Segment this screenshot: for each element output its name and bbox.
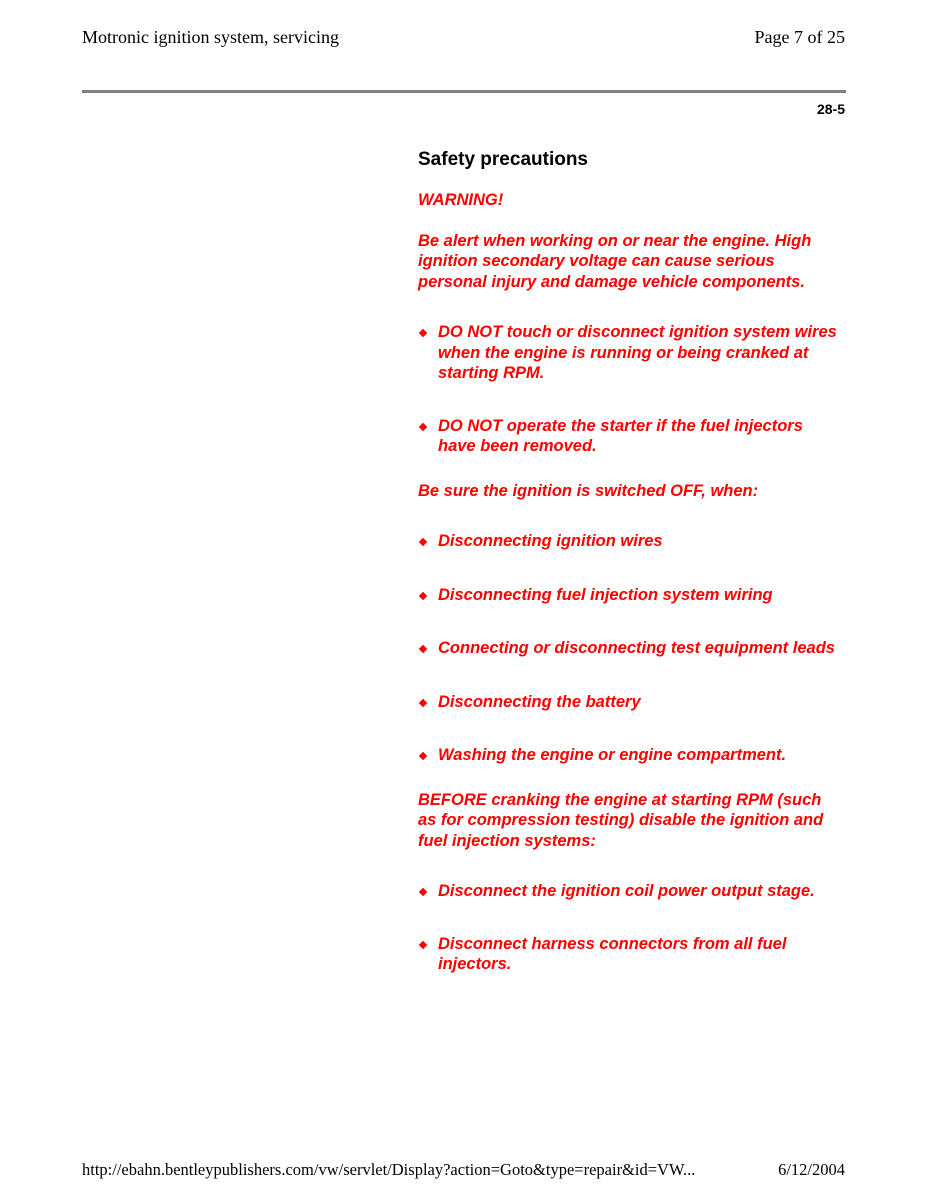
before-cranking-intro: BEFORE cranking the engine at starting RPM (such as for compression testing) disable the ignition and fuel injection systems: (418, 790, 824, 850)
source-url: http://ebahn.bentleypublishers.com/vw/servlet/Display?action=Goto&type=repair&id=VW... (82, 1160, 696, 1179)
warning-bullet (418, 416, 843, 457)
before-cranking-item (418, 881, 843, 902)
diamond-bullet-icon (419, 645, 427, 653)
ignition-off-item-text: Disconnecting fuel injection system wiring (438, 585, 773, 604)
diamond-bullet-icon (419, 591, 427, 599)
ignition-off-item-text: Washing the engine or engine compartment. (438, 746, 787, 764)
diamond-bullet-icon (419, 538, 427, 546)
ignition-off-item (418, 745, 843, 766)
warning-paragraph: Be alert when working on or near the engine. High ignition secondary voltage can cause serious personal injury and damage vehicle components. (418, 231, 812, 291)
ignition-off-item-text: Connecting or disconnecting test equipment leads (438, 639, 835, 657)
before-cranking-item (418, 934, 843, 975)
diamond-bullet-icon (419, 698, 427, 706)
diamond-bullet-icon (419, 329, 427, 337)
section-page-number: 28-5 (816, 101, 845, 117)
document-title: Motronic ignition system, servicing (82, 27, 339, 47)
page-counter: Page 7 of 25 (754, 27, 845, 47)
before-cranking-item-text: Disconnect harness connectors from all fuel injectors. (438, 934, 787, 973)
diamond-bullet-icon (419, 940, 427, 948)
header-divider (82, 90, 846, 93)
section-heading: Safety precautions (418, 149, 588, 170)
ignition-off-item (418, 692, 843, 713)
ignition-off-item (418, 531, 843, 552)
warning-bullet-text: DO NOT operate the starter if the fuel injectors have been removed. (438, 416, 803, 455)
warning-label: WARNING! (418, 191, 504, 209)
ignition-off-item-text: Disconnecting the battery (438, 692, 641, 711)
ignition-off-item (418, 638, 843, 659)
diamond-bullet-icon (419, 752, 427, 760)
ignition-off-item (418, 585, 843, 606)
warning-bullet-text: DO NOT touch or disconnect ignition system wires when the engine is running or being cranked at starting RPM. (438, 323, 837, 382)
ignition-off-item-text: Disconnecting ignition wires (438, 532, 663, 550)
warning-bullet (418, 322, 843, 384)
diamond-bullet-icon (419, 422, 427, 430)
safety-content (418, 148, 843, 975)
diamond-bullet-icon (419, 888, 427, 896)
print-date: 6/12/2004 (778, 1160, 845, 1179)
ignition-off-intro: Be sure the ignition is switched OFF, when: (418, 481, 759, 500)
before-cranking-item-text: Disconnect the ignition coil power output stage. (438, 882, 815, 900)
